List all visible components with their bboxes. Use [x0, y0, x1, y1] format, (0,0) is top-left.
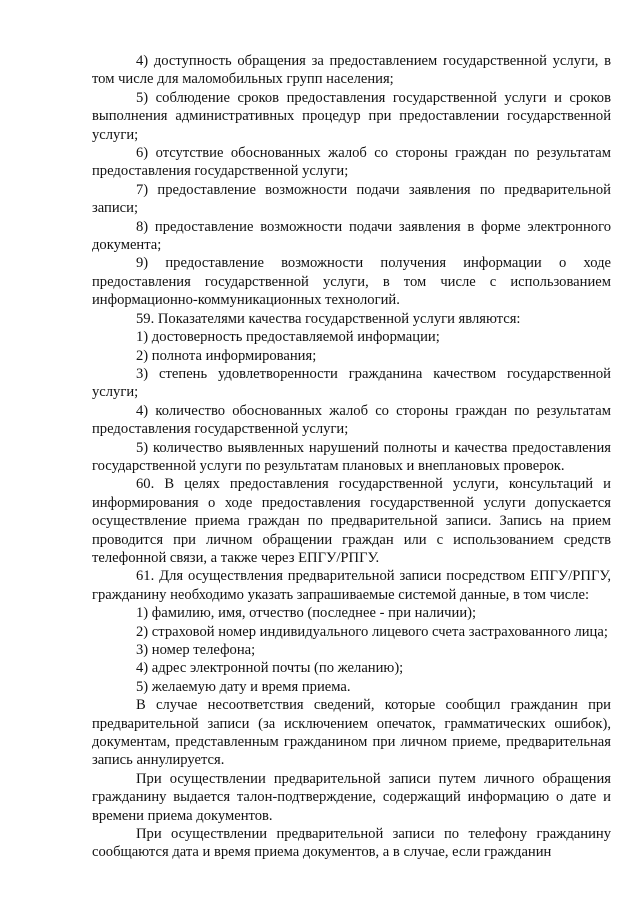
list-item-reliability: 1) достоверность предоставляемой информации;	[136, 329, 440, 346]
list-item-full-name: 1) фамилию, имя, отчество (последнее - при наличии);	[136, 605, 477, 622]
list-item-completeness: 2) полнота информирования;	[136, 347, 317, 364]
paragraph-phone-registration: При осуществлении предварительной записи по телефону гражданину сообщаются дата и время приема документов, а в случае, если гражданин	[92, 826, 611, 861]
list-item-progress-info: 9) предоставление возможности получения информации о ходе предоставления государственной услуги, в том числе с использованием информационно-коммуникационных технологий.	[92, 255, 611, 309]
list-item-deadlines: 5) соблюдение сроков предоставления государственной услуги и сроков выполнения административных процедур при предоставлении государственной услуги;	[92, 89, 611, 143]
document-page	[92, 52, 611, 862]
clause-60: 60. В целях предоставления государственной услуги, консультаций и информирования о ходе предоставления государственной услуги допускается осуществление приема граждан по предварительной записи. Запись на прием проводится при личном обращении граждан или с использованием средств телефонной связи, а также через ЕПГУ/РПГУ.	[92, 476, 611, 566]
list-item-justified-complaints: 4) количество обоснованных жалоб со стороны граждан по результатам предоставления государственной услуги;	[92, 402, 611, 438]
list-item-email: 4) адрес электронной почты (по желанию);	[136, 660, 404, 677]
clause-59: 59. Показателями качества государственной услуги являются:	[136, 310, 521, 327]
list-item-satisfaction: 3) степень удовлетворенности гражданина качеством государственной услуги;	[92, 365, 611, 401]
list-item-no-complaints: 6) отсутствие обоснованных жалоб со стороны граждан по результатам предоставления государственной услуги;	[92, 145, 611, 180]
list-item-date-time: 5) желаемую дату и время приема.	[136, 678, 351, 695]
list-item-accessibility: 4) доступность обращения за предоставлением государственной услуги, в том числе для маломобильных групп населения;	[92, 53, 611, 88]
list-item-phone: 3) номер телефона;	[136, 642, 256, 658]
list-item-electronic-document: 8) предоставление возможности подачи заявления в форме электронного документа;	[92, 218, 611, 254]
list-item-violations: 5) количество выявленных нарушений полноты и качества предоставления государственной услуги по результатам плановых и внеплановых проверок.	[92, 439, 611, 474]
paragraph-personal-visit: При осуществлении предварительной записи путем личного обращения гражданину выдается талон-подтверждение, содержащий информацию о дате и времени приема документов.	[92, 770, 611, 824]
list-item-pre-registration: 7) предоставление возможности подачи заявления по предварительной записи;	[92, 181, 611, 217]
list-item-insurance-number: 2) страховой номер индивидуального лицевого счета застрахованного лица;	[136, 623, 608, 640]
clause-61: 61. Для осуществления предварительной записи посредством ЕПГУ/РПГУ, гражданину необходимо указать запрашиваемые системой данные, в том числе:	[92, 568, 611, 603]
paragraph-mismatch: В случае несоответствия сведений, которые сообщил гражданин при предварительной записи (за исключением опечаток, грамматических ошибок), документам, представленным гражданином при личном приеме, предварительная запись аннулируется.	[92, 697, 611, 769]
